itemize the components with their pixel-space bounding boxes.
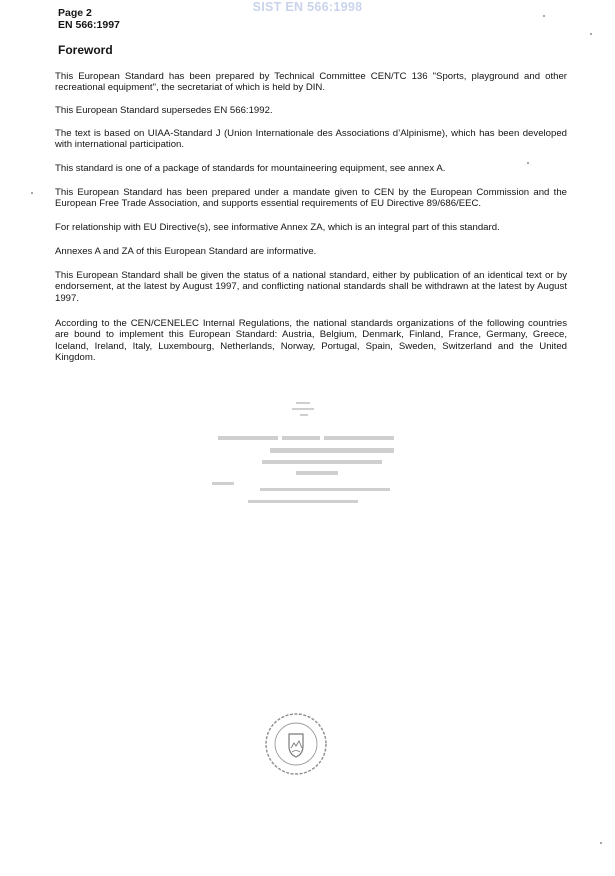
standard-number: EN 566:1997	[58, 19, 120, 31]
scan-speck	[590, 33, 592, 35]
paragraph-supersedes: This European Standard supersedes EN 566:1992.	[55, 105, 273, 116]
paragraph-annexes: Annexes A and ZA of this European Standard are informative.	[55, 246, 317, 257]
paragraph-national-status: This European Standard shall be given the status of a national standard, either by publication of an identical text or by endorsement, at the latest by August 1997, and conflicting national standards shall be withdrawn at the latest by August 1997.	[55, 270, 567, 304]
section-heading: Foreword	[58, 43, 113, 57]
watermark-text: SIST EN 566:1998	[252, 0, 363, 14]
paragraph-uiaa-basis: The text is based on UIAA-Standard J (Union Internationale des Associations d’Alpinisme), which has been developed with international participation.	[55, 128, 567, 151]
paragraph-directive-relationship: For relationship with EU Directive(s), see informative Annex ZA, which is an integral part of this standard.	[55, 222, 500, 233]
scan-speck	[527, 162, 529, 164]
scan-speck	[31, 192, 33, 194]
scan-speck	[543, 15, 545, 17]
paragraph-mandate: This European Standard has been prepared under a mandate given to CEN by the European Commission and the European Free Trade Association, and supports essential requirements of EU Directive 89/686/EEC.	[55, 187, 567, 210]
paragraph-committee: This European Standard has been prepared by Technical Committee CEN/TC 136 "Sports, playground and other recreational equipment", the secretariat of which is held by DIN.	[55, 71, 567, 94]
paragraph-implementation-countries: According to the CEN/CENELEC Internal Regulations, the national standards organizations of the following countries are bound to implement this European Standard: Austria, Belgium, Denmark, Finland, France, Germany, Greece, Iceland, Ireland, Italy, Luxembourg, Netherlands, Norway, Portugal, Spain, Sweden, Switzerland and the United Kingdom.	[55, 318, 567, 364]
faded-library-stamp	[212, 400, 402, 515]
official-seal-stamp	[264, 712, 328, 776]
page-number: Page 2	[58, 7, 92, 19]
scan-speck	[600, 842, 602, 844]
paragraph-package: This standard is one of a package of standards for mountaineering equipment, see annex A.	[55, 163, 446, 174]
